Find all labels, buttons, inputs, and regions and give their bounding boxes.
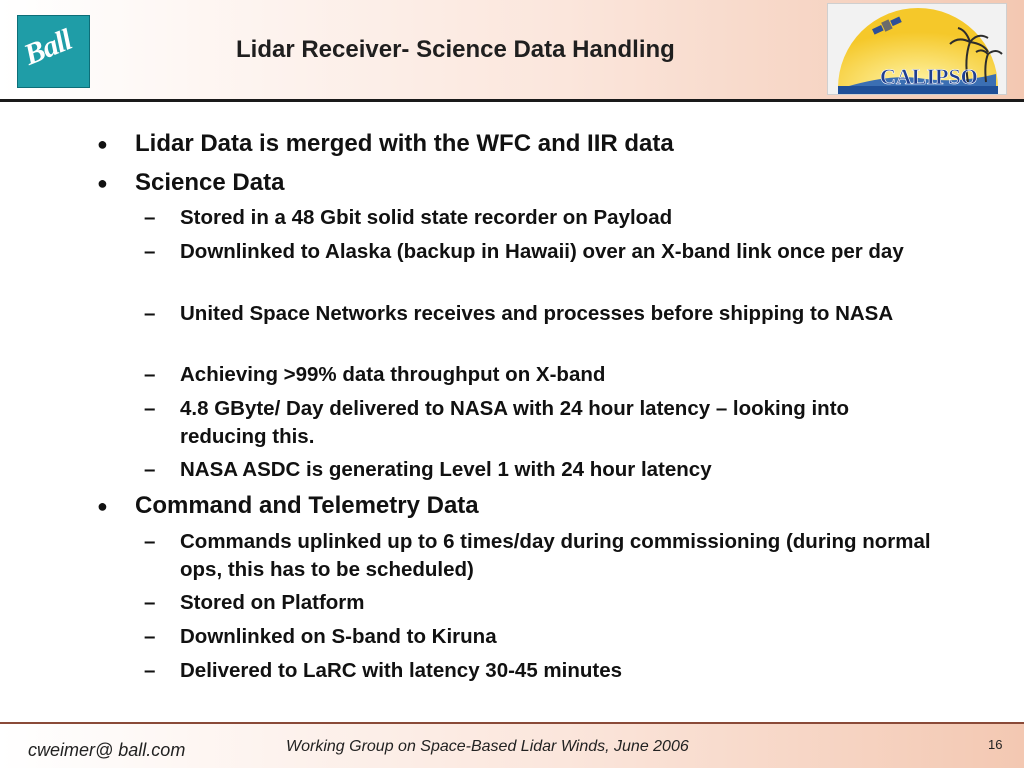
dash-icon: –: [144, 591, 156, 614]
slide-title: Lidar Receiver- Science Data Handling: [236, 36, 675, 63]
dash-icon: –: [144, 363, 156, 386]
dash-icon: –: [144, 625, 156, 648]
bullet-level2: [144, 204, 940, 232]
footer-event: Working Group on Space-Based Lidar Winds, June 2006: [286, 738, 689, 755]
bullet-text: Stored in a 48 Gbit solid state recorder on Payload: [180, 206, 673, 229]
calipso-logo-graphic: [828, 4, 1007, 95]
bullet-dot-icon: ●: [97, 496, 108, 516]
dash-icon: –: [144, 659, 156, 682]
dash-icon: –: [144, 302, 156, 325]
bullet-text: Commands uplinked up to 6 times/day during commissioning (during normal ops, this has to be scheduled): [180, 530, 931, 581]
bullet-level2: [144, 589, 940, 617]
dash-icon: –: [144, 240, 156, 263]
bullet-text: Downlinked on S-band to Kiruna: [180, 625, 497, 648]
dash-icon: –: [144, 530, 156, 553]
ball-logo: [17, 15, 90, 88]
bullet-dot-icon: ●: [97, 134, 108, 154]
bullet-level2: [144, 528, 940, 584]
bullet-text: Command and Telemetry Data: [135, 492, 479, 519]
bullet-level2: [144, 623, 940, 651]
bullet-text: NASA ASDC is generating Level 1 with 24 hour latency: [180, 458, 712, 481]
footer-email: cweimer@ ball.com: [28, 740, 186, 760]
bullet-level2: [144, 395, 940, 451]
bullet-text: Lidar Data is merged with the WFC and IIR data: [135, 130, 674, 157]
page-number: 16: [988, 737, 1003, 752]
header-divider: [0, 99, 1024, 102]
bullet-text: Science Data: [135, 169, 285, 196]
bullet-level1: [97, 169, 955, 197]
bullet-text: Achieving >99% data throughput on X-band: [180, 363, 606, 386]
bullet-level2: [144, 657, 940, 685]
bullet-dot-icon: ●: [97, 173, 108, 193]
bullet-text: 4.8 GByte/ Day delivered to NASA with 24 hour latency – looking into reducing this.: [180, 397, 850, 448]
calipso-logo-text: CALIPSO: [880, 64, 978, 89]
dash-icon: –: [144, 206, 156, 229]
bullet-level1: [97, 492, 955, 520]
bullet-level2: [144, 238, 940, 266]
bullet-text: Downlinked to Alaska (backup in Hawaii) over an X-band link once per day: [180, 240, 904, 263]
bullet-level2: [144, 456, 940, 484]
bullet-level2: [144, 361, 940, 389]
bullet-text: United Space Networks receives and processes before shipping to NASA: [180, 302, 894, 325]
calipso-logo: [827, 3, 1007, 95]
dash-icon: –: [144, 397, 156, 420]
bullet-text: Delivered to LaRC with latency 30-45 minutes: [180, 659, 623, 682]
bullet-text: Stored on Platform: [180, 591, 365, 614]
bullet-level1: [97, 130, 955, 158]
dash-icon: –: [144, 458, 156, 481]
bullet-level2: [144, 300, 940, 328]
ball-logo-text: Ball: [19, 23, 76, 72]
